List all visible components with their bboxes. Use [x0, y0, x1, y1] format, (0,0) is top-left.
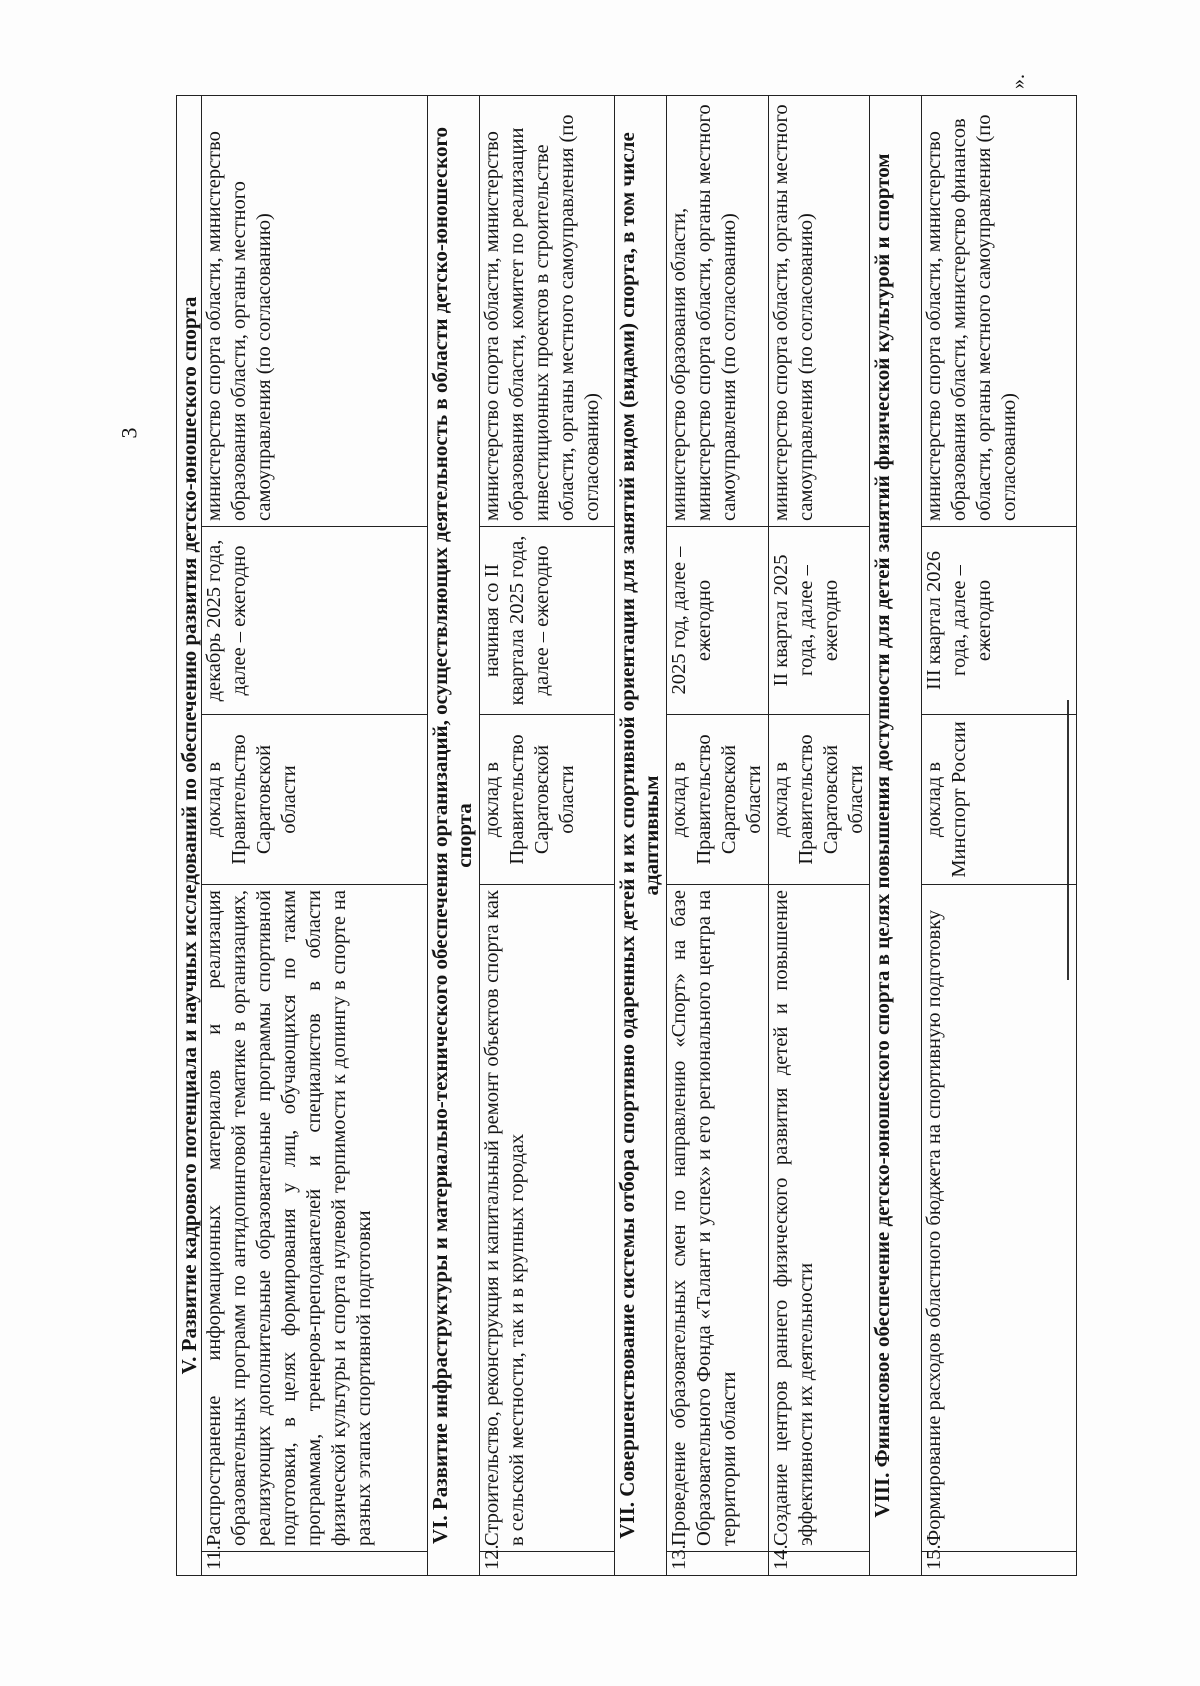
result-cell: доклад в Правительство Саратовской области — [480, 715, 615, 885]
rotated-table-container — [176, 96, 1052, 1576]
section-header-vi — [428, 95, 480, 1575]
executors-cell: министерство спорта области, министерство образования области, министерство финансов области, органы местного самоуправления (по согласованию) — [922, 95, 1077, 526]
table-row — [667, 95, 769, 1575]
activity-cell: Распространение информационных материалов и реализация образовательных программ по антидопинговой тематике в организациях, реализующих дополнительные образовательные программы спортивной подготовки, в целях формирования у лиц, обучающихся по таким программам, тренеров-преподавателей и специалистов в области физической культуры и спорта нулевой терпимости к допингу в спорте на разных этапах спортивной подготовки — [202, 885, 428, 1552]
activity-cell: Строительство, реконструкция и капитальный ремонт объектов спорта как в сельской местности, так и в крупных городах — [480, 885, 615, 1552]
table-row — [480, 95, 615, 1575]
section-title: VI. Развитие инфраструктуры и материально-технического обеспечения организаций, осуществляющих деятельность в области детско-юношеского спорта — [428, 95, 480, 1575]
deadline-cell: начиная со II квартала 2025 года, далее – ежегодно — [480, 527, 615, 715]
table-row — [202, 95, 428, 1575]
table-row — [922, 95, 1077, 1575]
deadline-cell: декабрь 2025 года, далее – ежегодно — [202, 527, 428, 715]
section-header-v — [177, 95, 202, 1575]
action-plan-table — [176, 95, 1077, 1576]
row-number: 14. — [769, 1552, 870, 1576]
page-number: 3 — [116, 427, 142, 439]
section-header-vii — [615, 95, 667, 1575]
section-header-viii — [870, 95, 922, 1575]
section-title: V. Развитие кадрового потенциала и научных исследований по обеспечению развития детско-юношеского спорта — [177, 95, 202, 1575]
result-cell: доклад в Правительство Саратовской области — [202, 715, 428, 885]
row-number: 13. — [667, 1552, 769, 1576]
row-number: 12. — [480, 1552, 615, 1576]
executors-cell: министерство спорта области, министерство образования области, комитет по реализации инвестиционных проектов в строительстве области, органы местного самоуправления (по согласованию) — [480, 95, 615, 526]
executors-cell: министерство спорта области, органы местного самоуправления (по согласованию) — [769, 95, 870, 526]
table-row — [769, 95, 870, 1575]
executors-cell: министерство образования области, министерство спорта области, органы местного самоуправления (по согласованию) — [667, 95, 769, 526]
deadline-cell: II квартал 2025 года, далее – ежегодно — [769, 527, 870, 715]
result-cell: доклад в Минспорт России — [922, 715, 1077, 885]
result-cell: доклад в Правительство Саратовской области — [769, 715, 870, 885]
result-cell: доклад в Правительство Саратовской области — [667, 715, 769, 885]
row-number: 15. — [922, 1552, 1077, 1576]
deadline-cell: III квартал 2026 года, далее – ежегодно — [922, 527, 1077, 715]
row-number: 11. — [202, 1552, 428, 1576]
section-title: VIII. Финансовое обеспечение детско-юношеского спорта в целях повышения доступности для детей занятий физической культурой и спортом — [870, 95, 922, 1575]
section-title: VII. Совершенствование системы отбора спортивно одаренных детей и их спортивной ориентации для занятий видом (видами) спорта, в том числе адаптивным — [615, 95, 667, 1575]
executors-cell: министерство спорта области, министерство образования области, органы местного самоуправления (по согласованию) — [202, 95, 428, 526]
activity-cell: Создание центров раннего физического развития детей и повышение эффективности их деятельности — [769, 885, 870, 1552]
activity-cell: Проведение образовательных смен по направлению «Спорт» на базе Образовательного Фонда «Талант и успех» и его регионального центра на территории области — [667, 885, 769, 1552]
deadline-cell: 2025 год, далее – ежегодно — [667, 527, 769, 715]
activity-cell: Формирование расходов областного бюджета на спортивную подготовку — [922, 885, 1077, 1552]
closing-quote-mark: ». — [1007, 74, 1029, 89]
